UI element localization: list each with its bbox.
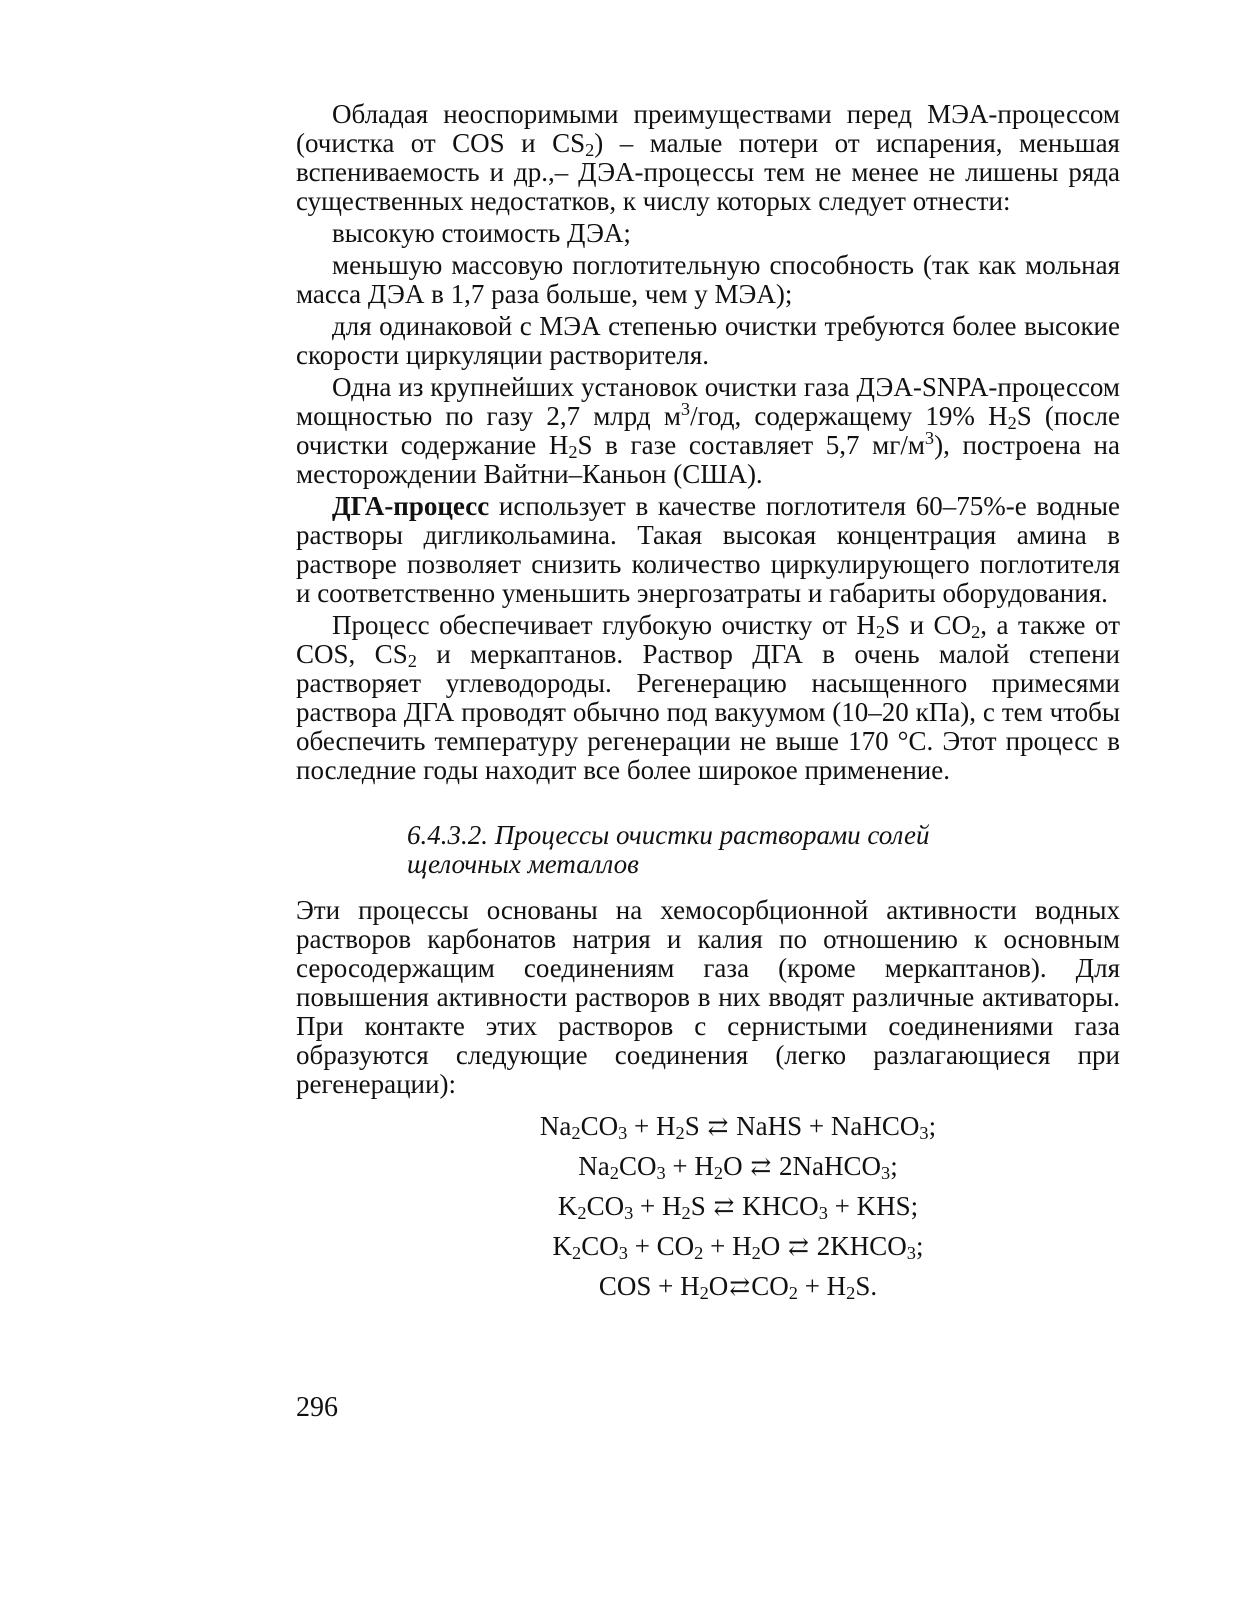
eq-text: O — [760, 1231, 788, 1261]
eq-text: CO — [751, 1271, 789, 1301]
eq-text: ; — [915, 1231, 924, 1261]
subscript: 3 — [618, 1123, 628, 1144]
subscript: 2 — [971, 622, 981, 643]
eq-text: + CO — [627, 1231, 695, 1261]
paragraph-dga-cleaning — [296, 611, 1120, 785]
subscript: 3 — [818, 1203, 828, 1224]
eq-text: CO — [580, 1111, 619, 1141]
eq-text: CO — [581, 1231, 619, 1261]
page-body — [296, 100, 1120, 1307]
subscript: 2 — [713, 1163, 724, 1184]
text-run: Обладая неоспоримыми преимуществами перед МЭА-процессом (очистка от COS и CS — [296, 99, 1120, 158]
superscript: 3 — [680, 398, 691, 419]
eq-text: KHCO — [735, 1191, 819, 1221]
eq-text: NaHS + NaHCO — [729, 1111, 920, 1141]
text-run: S (после очистки содержание H — [296, 401, 1120, 460]
eq-text: S — [684, 1111, 707, 1141]
subscript: 2 — [699, 1283, 709, 1304]
subscript: 2 — [751, 1243, 761, 1264]
section-heading-line: щелочных металлов — [407, 849, 639, 879]
equilibrium-arrow-icon: ⇄ — [707, 1114, 729, 1141]
subscript: 2 — [568, 442, 578, 463]
eq-text: O — [708, 1271, 729, 1301]
subscript: 2 — [675, 1123, 685, 1144]
text-run: ), построена на месторождении Вайтни–Каньон (США). — [296, 430, 1120, 489]
eq-text: + H — [665, 1151, 714, 1181]
eq-text: CO — [586, 1191, 625, 1221]
section-heading — [407, 821, 1120, 879]
eq-text: K — [557, 1191, 578, 1221]
run-in-term: ДГА-процесс — [332, 491, 490, 521]
eq-text: + H — [703, 1231, 752, 1261]
equations-block — [296, 1107, 1120, 1307]
text-run: и меркаптанов. Раствор ДГА в очень малой степени растворяет углеводороды. Регенерацию насыщенного примесями раствора ДГА проводят обычно под вакуумом (10–20 кПа), с тем чтобы обеспечить температуру регенерации не выше 170 °C. Этот процесс в последние годы находит все более широкое применение. — [296, 639, 1120, 785]
equation-2 — [356, 1147, 1120, 1187]
eq-text: 2NaHCO — [772, 1151, 882, 1181]
page-number: 296 — [296, 1392, 338, 1423]
eq-text: + H — [633, 1191, 682, 1221]
subscript: 2 — [407, 651, 417, 672]
text-run: , а также от COS, CS — [296, 610, 1120, 669]
eq-text: S — [690, 1191, 713, 1221]
text-run: S и CO — [885, 610, 972, 640]
paragraph-dea-advantages — [296, 100, 1120, 216]
eq-text: ; — [890, 1151, 898, 1181]
text-run: /год, содержащему 19% H — [690, 401, 1008, 431]
subscript: 2 — [1007, 413, 1017, 434]
eq-text: ; — [928, 1111, 937, 1141]
eq-text: K — [552, 1231, 573, 1261]
subscript: 3 — [881, 1163, 891, 1184]
paragraph-dga-process — [296, 492, 1120, 608]
eq-text: + KHS; — [827, 1191, 919, 1221]
equilibrium-arrow-icon: ⇄ — [713, 1194, 735, 1221]
subscript: 2 — [694, 1243, 704, 1264]
eq-text: 2KHCO — [809, 1231, 907, 1261]
equation-1 — [356, 1107, 1120, 1147]
subscript: 2 — [572, 1243, 582, 1264]
subscript: 2 — [875, 622, 886, 643]
subscript: 3 — [906, 1243, 916, 1264]
subscript: 3 — [618, 1243, 628, 1264]
eq-text: CO — [618, 1151, 657, 1181]
subscript: 3 — [656, 1163, 666, 1184]
subscript: 2 — [846, 1283, 856, 1304]
subscript: 2 — [681, 1203, 691, 1224]
section-heading-line: 6.4.3.2. Процессы очистки растворами солей — [407, 820, 930, 850]
subscript: 2 — [788, 1283, 798, 1304]
equilibrium-arrow-icon: ⇄ — [729, 1274, 751, 1301]
paragraph-list-item-cost: высокую стоимость ДЭА; — [332, 218, 631, 248]
eq-text: COS + H — [598, 1271, 700, 1301]
subscript: 2 — [571, 1123, 581, 1144]
paragraph-list-item-capacity: меньшую массовую поглотительную способность (так как мольная масса ДЭА в 1,7 раза больше, чем у МЭА); — [296, 250, 1120, 309]
text-run: Процесс обеспечивает глубокую очистку от H — [332, 610, 876, 640]
subscript: 2 — [577, 1203, 587, 1224]
text-run: ) – малые потери от испарения, меньшая вспениваемость и др.,– ДЭА-процессы тем не менее не лишены ряда существенных недостатков, к числу которых следует отнести: — [296, 128, 1120, 216]
eq-text: Na — [539, 1111, 572, 1141]
equilibrium-arrow-icon: ⇄ — [788, 1234, 809, 1261]
equation-5 — [356, 1267, 1120, 1307]
paragraph-list-item-circulation: для одинаковой с МЭА степенью очистки требуются более высокие скорости циркуляции растворителя. — [296, 311, 1120, 370]
eq-text: O — [723, 1151, 750, 1181]
subscript: 2 — [585, 140, 595, 161]
subscript: 3 — [919, 1123, 929, 1144]
equilibrium-arrow-icon: ⇄ — [750, 1154, 772, 1181]
text-run: S в газе составляет 5,7 мг/м — [577, 430, 925, 460]
eq-text: + H — [797, 1271, 847, 1301]
subscript: 2 — [609, 1163, 619, 1184]
subscript: 3 — [624, 1203, 634, 1224]
paragraph-snpa-installation — [296, 373, 1120, 489]
eq-text: S. — [855, 1271, 878, 1301]
text-run: использует в качестве поглотителя 60–75%-е водные растворы дигликольамина. Такая высокая концентрация амина в растворе позволяет снизить количество циркулирующего поглотителя и соответственно уменьшить энергозатраты и габариты оборудования. — [296, 491, 1120, 608]
superscript: 3 — [924, 427, 935, 448]
eq-text: + H — [627, 1111, 676, 1141]
equation-3 — [356, 1187, 1120, 1227]
text-run: Одна из крупнейших установок очистки газа ДЭА-SNPA-процессом мощностью по газу 2,7 млрд м — [296, 372, 1120, 431]
equation-4 — [356, 1227, 1120, 1267]
eq-text: Na — [578, 1151, 610, 1181]
paragraph-alkali-salts: Эти процессы основаны на хемосорбционной активности водных растворов карбонатов натрия и калия по отношению к основным серосодержащим соединениям газа (кроме меркаптанов). Для повышения активности растворов в них вводят различные активаторы. При контакте этих растворов с сернистыми соединениями газа образуются следующие соединения (легко разлагающиеся при регенерации): — [296, 895, 1120, 1099]
